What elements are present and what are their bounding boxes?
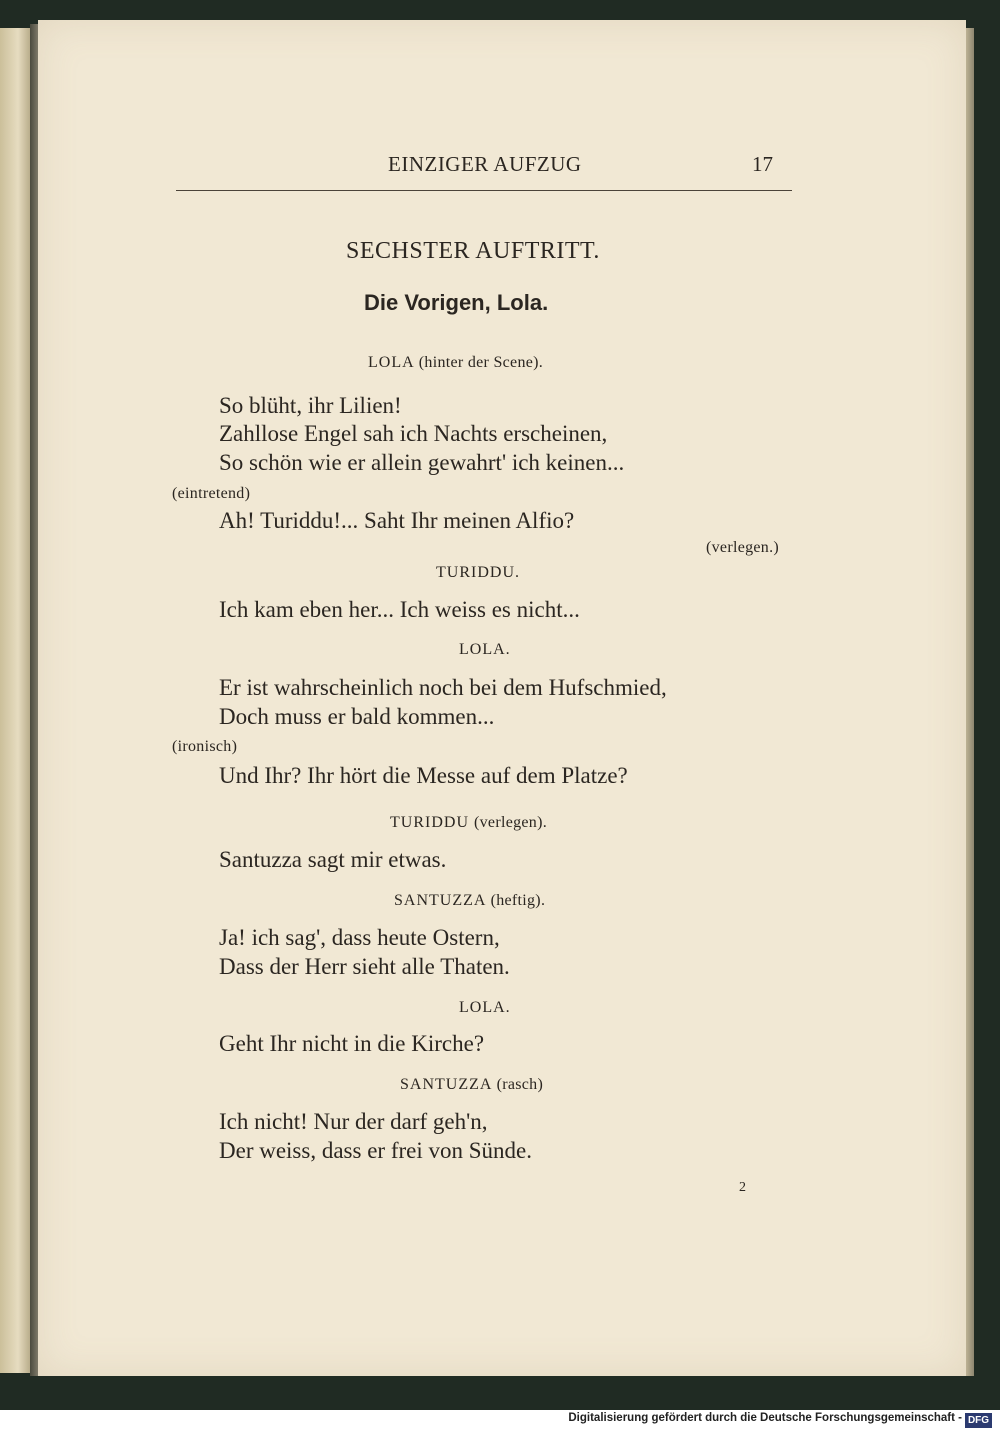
verse-line: Geht Ihr nicht in die Kirche? [219, 1031, 485, 1056]
speaker-heading [459, 999, 511, 1017]
verse-line: Der weiss, dass er frei von Sünde. [219, 1138, 532, 1163]
verse-line: Santuzza sagt mir etwas. [219, 847, 447, 872]
signature-mark: 2 [739, 1180, 746, 1195]
speaker-name: LOLA [368, 354, 414, 371]
verse-line: Ich nicht! Nur der darf geh'n, [219, 1109, 488, 1134]
stage-direction: (heftig). [490, 892, 546, 909]
speaker-heading [390, 814, 547, 832]
verse-line: Und Ihr? Ihr hört die Messe auf dem Platze? [219, 763, 628, 788]
scene-title: SECHSTER AUFTRITT. [346, 238, 600, 264]
stage-direction: (rasch) [496, 1076, 544, 1093]
page-number: 17 [752, 152, 773, 176]
verse-line: So schön wie er allein gewahrt' ich keinen... [219, 450, 625, 475]
verse-line: Ah! Turiddu!... Saht Ihr meinen Alfio? [219, 508, 575, 533]
verse-line: Dass der Herr sieht alle Thaten. [219, 954, 510, 979]
verse-line: Er ist wahrscheinlich noch bei dem Hufschmied, [219, 675, 667, 700]
stage-direction: (hinter der Scene). [418, 354, 544, 371]
speaker-name: TURIDDU. [436, 564, 520, 581]
verse-line: Zahllose Engel sah ich Nachts erscheinen, [219, 421, 608, 446]
speaker-heading [400, 1076, 543, 1094]
dfg-logo: DFG [965, 1413, 992, 1428]
verse-line: Ja! ich sag', dass heute Ostern, [219, 925, 500, 950]
speaker-heading [394, 892, 545, 910]
speaker-name: SANTUZZA [400, 1076, 492, 1093]
speaker-heading [436, 564, 520, 582]
scene-subtitle: Die Vorigen, Lola. [364, 290, 549, 315]
page-right-edge [966, 28, 974, 1376]
previous-page-edge [0, 28, 33, 1373]
speaker-heading [459, 641, 511, 659]
running-head: EINZIGER AUFZUG [388, 152, 582, 176]
header-rule [176, 190, 792, 191]
speaker-name: SANTUZZA [394, 892, 486, 909]
verse-line: Ich kam eben her... Ich weiss es nicht... [219, 597, 580, 622]
verse-line: So blüht, ihr Lilien! [219, 393, 402, 418]
speaker-name: LOLA. [459, 999, 511, 1016]
stage-direction: (eintretend) [172, 485, 251, 502]
stage-direction: (verlegen.) [706, 539, 780, 556]
speaker-name: LOLA. [459, 641, 511, 658]
stage-direction: (verlegen). [474, 814, 548, 831]
speaker-heading [368, 354, 543, 372]
speaker-name: TURIDDU [390, 814, 469, 831]
verse-line: Doch muss er bald kommen... [219, 704, 495, 729]
stage-direction: (ironisch) [172, 738, 238, 755]
footer-credit: Digitalisierung gefördert durch die Deutsche Forschungsgemeinschaft - [568, 1412, 962, 1424]
